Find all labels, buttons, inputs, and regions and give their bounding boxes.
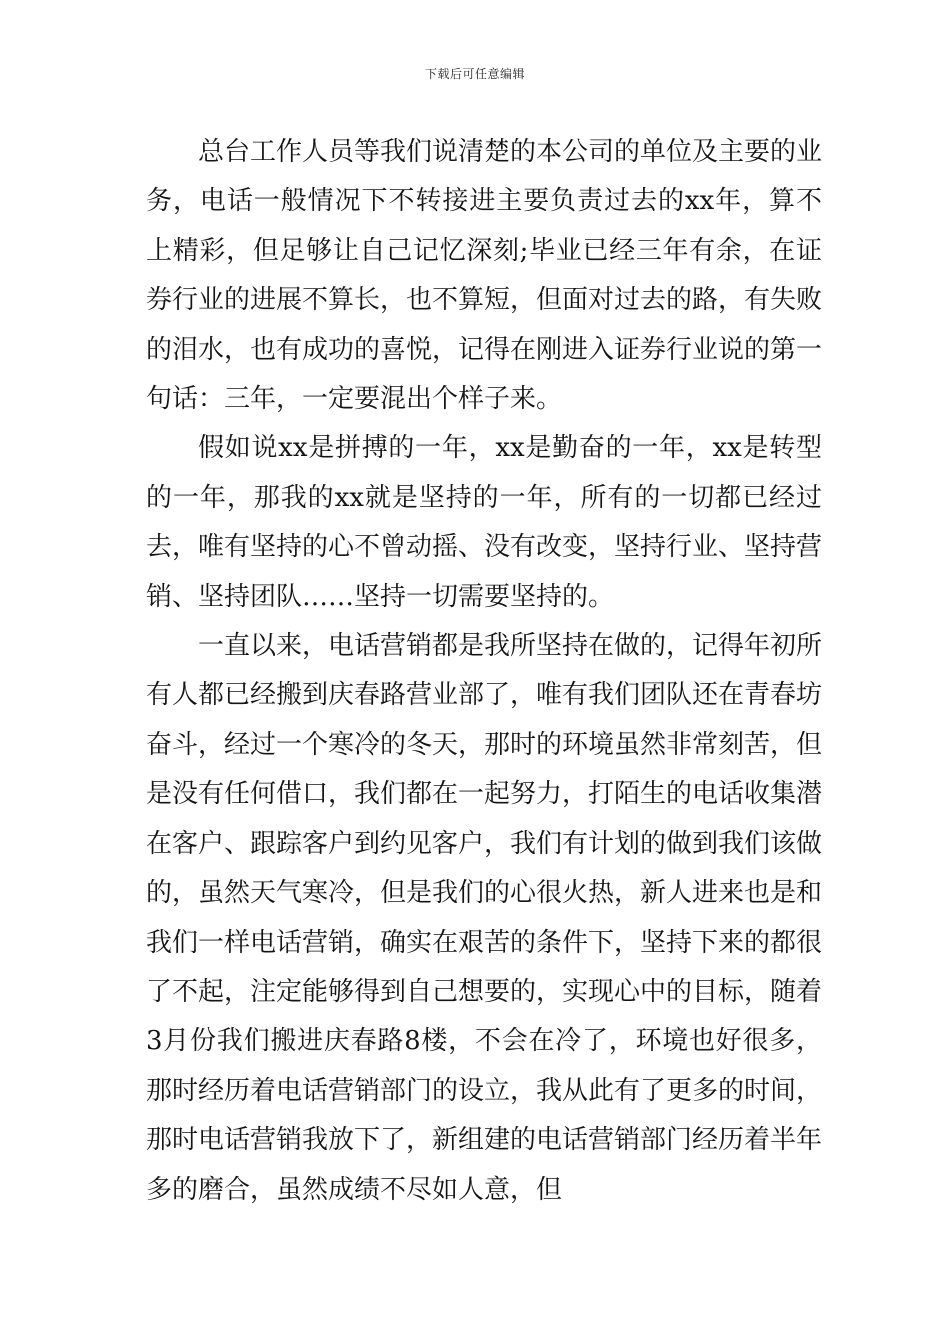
paragraph-3: 一直以来，电话营销都是我所坚持在做的，记得年初所有人都已经搬到庆春路营业部了，唯有我们团队还在青春坊奋斗，经过一个寒冷的冬天，那时的环境虽然非常刻苦，但是没有任何借口，我们都在一起努力，打陌生的电话收集潜在客户、跟踪客户到约见客户，我们有计划的做到我们该做的，虽然天气寒冷，但是我们的心很火热，新人进来也是和我们一样电话营销，确实在艰苦的条件下，坚持下来的都很了不起，注定能够得到自己想要的，实现心中的目标，随着3月份我们搬进庆春路8楼，不会在冷了，环境也好很多，那时经历着电话营销部门的设立，我从此有了更多的时间，那时电话营销我放下了，新组建的电话营销部门经历着半年多的磨合，虽然成绩不尽如人意，但 (146, 631, 823, 1205)
paragraph-2: 假如说xx是拼搏的一年，xx是勤奋的一年，xx是转型的一年，那我的xx就是坚持的一年，所有的一切都已经过去，唯有坚持的心不曾动摇、没有改变，坚持行业、坚持营销、坚持团队……坚持一切需要坚持的。 (146, 433, 823, 612)
paragraph-1: 总台工作人员等我们说清楚的本公司的单位及主要的业务，电话一般情况下不转接进主要负责过去的xx年，算不上精彩，但足够让自己记忆深刻;毕业已经三年有余，在证券行业的进展不算长，也不算短，但面对过去的路，有失败的泪水，也有成功的喜悦，记得在刚进入证券行业说的第一句话：三年，一定要混出个样子来。 (146, 137, 823, 415)
page-header-note: 下载后可任意编辑 (424, 67, 525, 81)
document-body (146, 128, 822, 1215)
